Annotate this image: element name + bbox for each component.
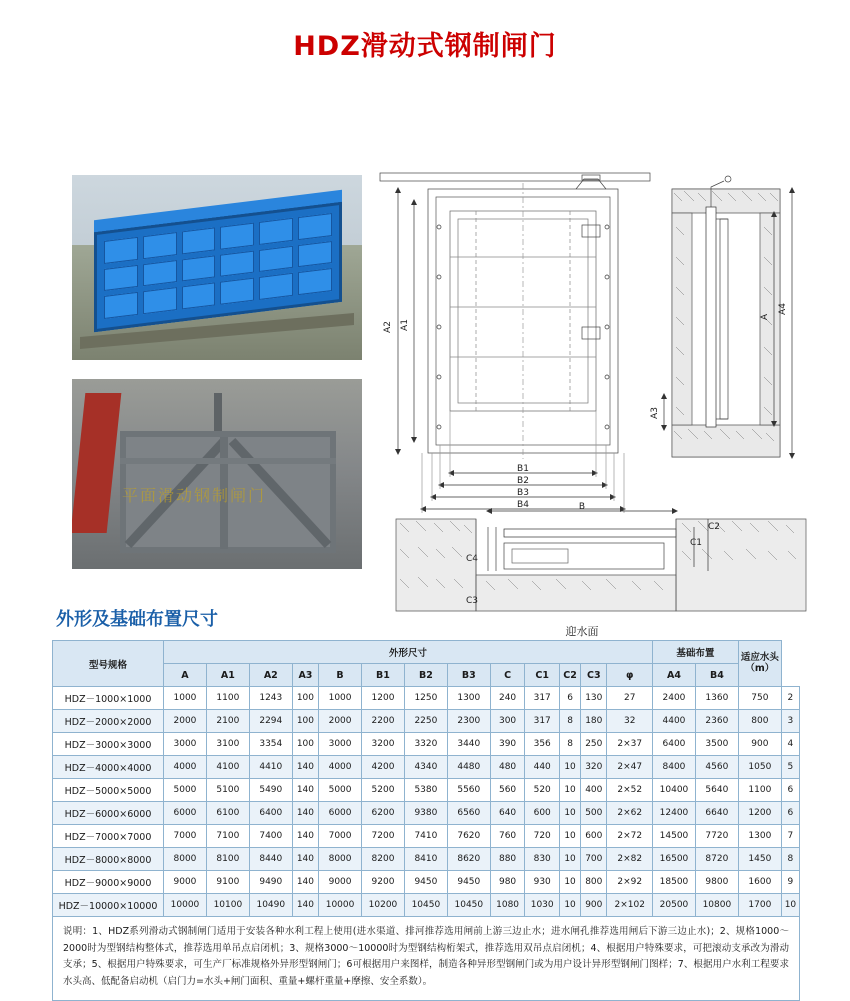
cell: 520 <box>525 779 560 802</box>
cell: 4400 <box>653 710 696 733</box>
svg-text:A2: A2 <box>383 321 393 333</box>
cell: 32 <box>607 710 653 733</box>
cell: 16500 <box>653 848 696 871</box>
cell: 317 <box>525 710 560 733</box>
cell: 7400 <box>249 825 292 848</box>
cell: 3354 <box>249 733 292 756</box>
th-head-label: 适应水头（m） <box>740 651 779 674</box>
cell: 7200 <box>362 825 405 848</box>
table-row <box>53 756 800 779</box>
cell: 2×72 <box>607 825 653 848</box>
cell: 2×52 <box>607 779 653 802</box>
cell: 100 <box>292 687 318 710</box>
cell: 700 <box>581 848 607 871</box>
table-row <box>53 871 800 894</box>
cell: 10 <box>560 848 581 871</box>
cell-model: HDZ－1000×1000 <box>53 687 164 710</box>
cell: 5490 <box>249 779 292 802</box>
cell: 9800 <box>695 871 738 894</box>
cell: 2360 <box>695 710 738 733</box>
cell: 1360 <box>695 687 738 710</box>
technical-drawing <box>376 167 824 647</box>
th-col-4: B <box>319 664 362 687</box>
th-col-9: C1 <box>525 664 560 687</box>
cell: 5000 <box>164 779 207 802</box>
svg-text:C3: C3 <box>465 596 479 606</box>
product-photo-blue-gate <box>72 175 362 360</box>
cell: 1600 <box>738 871 781 894</box>
cell: 5640 <box>695 779 738 802</box>
cell: 180 <box>581 710 607 733</box>
svg-text:B4: B4 <box>517 500 529 510</box>
cell-head: 6 <box>781 779 799 802</box>
cell: 140 <box>292 848 318 871</box>
cell: 10400 <box>653 779 696 802</box>
th-outline-group: 外形尺寸 <box>164 641 653 664</box>
cell: 4000 <box>319 756 362 779</box>
cell: 6000 <box>319 802 362 825</box>
cell: 4410 <box>249 756 292 779</box>
cell: 7000 <box>164 825 207 848</box>
cell: 317 <box>525 687 560 710</box>
cell: 10490 <box>249 894 292 917</box>
cell: 480 <box>490 756 525 779</box>
cell: 1200 <box>362 687 405 710</box>
cell: 1250 <box>404 687 447 710</box>
cell: 2250 <box>404 710 447 733</box>
cell: 6560 <box>447 802 490 825</box>
cell: 7410 <box>404 825 447 848</box>
cell: 2×92 <box>607 871 653 894</box>
cell: 1050 <box>738 756 781 779</box>
cell: 130 <box>581 687 607 710</box>
cell: 3000 <box>164 733 207 756</box>
th-col-13: A4 <box>653 664 696 687</box>
cell: 2000 <box>319 710 362 733</box>
cell: 6000 <box>164 802 207 825</box>
cell: 10450 <box>404 894 447 917</box>
th-col-1: A1 <box>206 664 249 687</box>
cell: 1000 <box>164 687 207 710</box>
cell: 500 <box>581 802 607 825</box>
cell-head: 10 <box>781 894 799 917</box>
cell: 5000 <box>319 779 362 802</box>
cell: 2×62 <box>607 802 653 825</box>
cell-model: HDZ－3000×3000 <box>53 733 164 756</box>
cell-head: 4 <box>781 733 799 756</box>
table-row <box>53 733 800 756</box>
cell: 3440 <box>447 733 490 756</box>
cell: 2×82 <box>607 848 653 871</box>
th-model: 型号规格 <box>53 641 164 687</box>
cell: 4480 <box>447 756 490 779</box>
cell: 6100 <box>206 802 249 825</box>
cell: 1080 <box>490 894 525 917</box>
photo-watermark: 平面滑动钢制闸门 <box>122 486 267 505</box>
cell: 10000 <box>319 894 362 917</box>
svg-text:A3: A3 <box>650 407 660 419</box>
cell: 10 <box>560 756 581 779</box>
spec-table <box>52 640 800 917</box>
cell: 6400 <box>653 733 696 756</box>
th-col-0: A <box>164 664 207 687</box>
cell-model: HDZ－4000×4000 <box>53 756 164 779</box>
cell: 10000 <box>164 894 207 917</box>
cell: 3100 <box>206 733 249 756</box>
cell: 100 <box>292 710 318 733</box>
cell: 20500 <box>653 894 696 917</box>
svg-text:B2: B2 <box>517 476 529 486</box>
cell: 140 <box>292 825 318 848</box>
cell: 750 <box>738 687 781 710</box>
cell: 8 <box>560 710 581 733</box>
cell: 240 <box>490 687 525 710</box>
table-row <box>53 802 800 825</box>
cell: 9000 <box>319 871 362 894</box>
cell: 980 <box>490 871 525 894</box>
cell: 900 <box>738 733 781 756</box>
svg-text:B3: B3 <box>517 488 529 498</box>
th-col-11: C3 <box>581 664 607 687</box>
table-row <box>53 848 800 871</box>
cell-model: HDZ－6000×6000 <box>53 802 164 825</box>
th-col-14: B4 <box>695 664 738 687</box>
svg-text:A4: A4 <box>778 303 788 315</box>
cell: 10 <box>560 894 581 917</box>
cell: 1100 <box>206 687 249 710</box>
cell-head: 5 <box>781 756 799 779</box>
cell: 5380 <box>404 779 447 802</box>
cell: 1000 <box>319 687 362 710</box>
cell: 4200 <box>362 756 405 779</box>
cell: 7000 <box>319 825 362 848</box>
cell: 1450 <box>738 848 781 871</box>
cell: 3320 <box>404 733 447 756</box>
cell: 390 <box>490 733 525 756</box>
cell: 2×47 <box>607 756 653 779</box>
cell: 3000 <box>319 733 362 756</box>
table-row <box>53 825 800 848</box>
cell: 10 <box>560 802 581 825</box>
th-col-10: C2 <box>560 664 581 687</box>
cell: 830 <box>525 848 560 871</box>
svg-text:C2: C2 <box>707 522 721 532</box>
cell: 9000 <box>164 871 207 894</box>
table-row <box>53 710 800 733</box>
cell: 10100 <box>206 894 249 917</box>
cell: 8720 <box>695 848 738 871</box>
cell-model: HDZ－2000×2000 <box>53 710 164 733</box>
cell: 8000 <box>164 848 207 871</box>
cell: 2×37 <box>607 733 653 756</box>
cell: 12400 <box>653 802 696 825</box>
cell: 1300 <box>447 687 490 710</box>
cell: 1700 <box>738 894 781 917</box>
cell: 4340 <box>404 756 447 779</box>
cell: 320 <box>581 756 607 779</box>
cell: 9450 <box>447 871 490 894</box>
section-heading: 外形及基础布置尺寸 <box>56 609 218 630</box>
cell: 8440 <box>249 848 292 871</box>
cell: 10 <box>560 871 581 894</box>
spec-table-wrapper <box>52 640 800 1001</box>
hoist-rod <box>214 393 222 433</box>
cell: 9380 <box>404 802 447 825</box>
cell: 900 <box>581 894 607 917</box>
cell: 8000 <box>319 848 362 871</box>
cell: 9200 <box>362 871 405 894</box>
cell: 2×102 <box>607 894 653 917</box>
cell: 800 <box>581 871 607 894</box>
cell: 640 <box>490 802 525 825</box>
svg-text:C1: C1 <box>689 538 703 548</box>
cell: 7620 <box>447 825 490 848</box>
spec-table-body <box>53 687 800 917</box>
cell: 300 <box>490 710 525 733</box>
cell: 6400 <box>249 802 292 825</box>
cell: 10 <box>560 825 581 848</box>
svg-text:迎水面: 迎水面 <box>565 625 599 638</box>
cell: 6 <box>560 687 581 710</box>
cell: 6640 <box>695 802 738 825</box>
svg-text:B: B <box>578 502 586 512</box>
cell-model: HDZ－8000×8000 <box>53 848 164 871</box>
cell: 10800 <box>695 894 738 917</box>
cell: 8200 <box>362 848 405 871</box>
cell-model: HDZ－7000×7000 <box>53 825 164 848</box>
table-row <box>53 779 800 802</box>
cell: 1030 <box>525 894 560 917</box>
th-foundation-group: 基础布置 <box>653 641 739 664</box>
cell: 140 <box>292 894 318 917</box>
cell: 720 <box>525 825 560 848</box>
cell: 400 <box>581 779 607 802</box>
cell: 8100 <box>206 848 249 871</box>
cell: 18500 <box>653 871 696 894</box>
cell-head: 7 <box>781 825 799 848</box>
spec-table-head <box>53 641 800 687</box>
cell: 356 <box>525 733 560 756</box>
cell: 2300 <box>447 710 490 733</box>
cell: 140 <box>292 871 318 894</box>
table-row <box>53 687 800 710</box>
cell: 4000 <box>164 756 207 779</box>
th-col-5: B1 <box>362 664 405 687</box>
cell: 10200 <box>362 894 405 917</box>
cell-model: HDZ－9000×9000 <box>53 871 164 894</box>
svg-text:C4: C4 <box>465 554 479 564</box>
cell: 1243 <box>249 687 292 710</box>
th-col-2: A2 <box>249 664 292 687</box>
cell: 7720 <box>695 825 738 848</box>
cell: 2294 <box>249 710 292 733</box>
cell: 9450 <box>404 871 447 894</box>
th-col-8: C <box>490 664 525 687</box>
cell-head: 2 <box>781 687 799 710</box>
table-note: 说明：1、HDZ系列滑动式钢制闸门适用于安装各种水利工程上使用(进水渠道、排河推荐选用闸前上游三边止水；进水闸孔推荐选用闸后下游三边止水)；2、规格1000～2000时为型钢结构整体式，推荐选用单吊点启闭机；3、规格3000～10000时为型钢结构桁架式，推荐选用双吊点启闭机；4、根据用户特殊要求，可把滚动支承改为滑动支承；5、根据用户特殊要求，可生产厂标准规格外异形型钢闸门；6可根据用户来图样，制造各种异形型钢闸门或为用户设计异形型钢闸门图样；7、根据用户水利工程要求水头高、低配备启动机（启门力=水头+闸门面积、重量+螺杆重量+摩擦、安全系数）。 <box>52 917 800 1001</box>
cell: 4100 <box>206 756 249 779</box>
cell: 140 <box>292 802 318 825</box>
cell: 140 <box>292 779 318 802</box>
cell-head: 9 <box>781 871 799 894</box>
spec-table-column-header-row <box>53 664 800 687</box>
cell: 560 <box>490 779 525 802</box>
cell-model: HDZ－5000×5000 <box>53 779 164 802</box>
cell: 9490 <box>249 871 292 894</box>
cell: 9100 <box>206 871 249 894</box>
cell: 5100 <box>206 779 249 802</box>
cell: 760 <box>490 825 525 848</box>
cell: 8620 <box>447 848 490 871</box>
cell: 3200 <box>362 733 405 756</box>
cell: 440 <box>525 756 560 779</box>
cell: 4560 <box>695 756 738 779</box>
cell: 100 <box>292 733 318 756</box>
cell-model: HDZ－10000×10000 <box>53 894 164 917</box>
cell: 600 <box>525 802 560 825</box>
cell-head: 6 <box>781 802 799 825</box>
cell: 1300 <box>738 825 781 848</box>
cell: 1100 <box>738 779 781 802</box>
cell: 27 <box>607 687 653 710</box>
th-col-6: B2 <box>404 664 447 687</box>
cell-head: 8 <box>781 848 799 871</box>
svg-text:A1: A1 <box>400 319 410 331</box>
th-col-7: B3 <box>447 664 490 687</box>
product-photo-gray-gate <box>72 379 362 569</box>
cell: 10 <box>560 779 581 802</box>
svg-text:B1: B1 <box>517 464 529 474</box>
cell: 3500 <box>695 733 738 756</box>
cell: 2200 <box>362 710 405 733</box>
cell: 250 <box>581 733 607 756</box>
spec-table-group-header-row <box>53 641 800 664</box>
cell: 1200 <box>738 802 781 825</box>
cell: 6200 <box>362 802 405 825</box>
cell: 930 <box>525 871 560 894</box>
cell: 8410 <box>404 848 447 871</box>
cell: 2400 <box>653 687 696 710</box>
page-title: HDZ滑动式钢制闸门 <box>293 31 557 62</box>
cell: 5200 <box>362 779 405 802</box>
cell: 140 <box>292 756 318 779</box>
cell: 880 <box>490 848 525 871</box>
table-row <box>53 894 800 917</box>
cell: 600 <box>581 825 607 848</box>
th-col-12: φ <box>607 664 653 687</box>
cell: 8 <box>560 733 581 756</box>
cell: 7100 <box>206 825 249 848</box>
cell: 5560 <box>447 779 490 802</box>
cell: 10450 <box>447 894 490 917</box>
cell-head: 3 <box>781 710 799 733</box>
svg-text:A: A <box>760 313 770 321</box>
cell: 800 <box>738 710 781 733</box>
cell: 2000 <box>164 710 207 733</box>
cell: 14500 <box>653 825 696 848</box>
cell: 2100 <box>206 710 249 733</box>
th-col-3: A3 <box>292 664 318 687</box>
th-head-group <box>738 641 781 687</box>
cell: 8400 <box>653 756 696 779</box>
